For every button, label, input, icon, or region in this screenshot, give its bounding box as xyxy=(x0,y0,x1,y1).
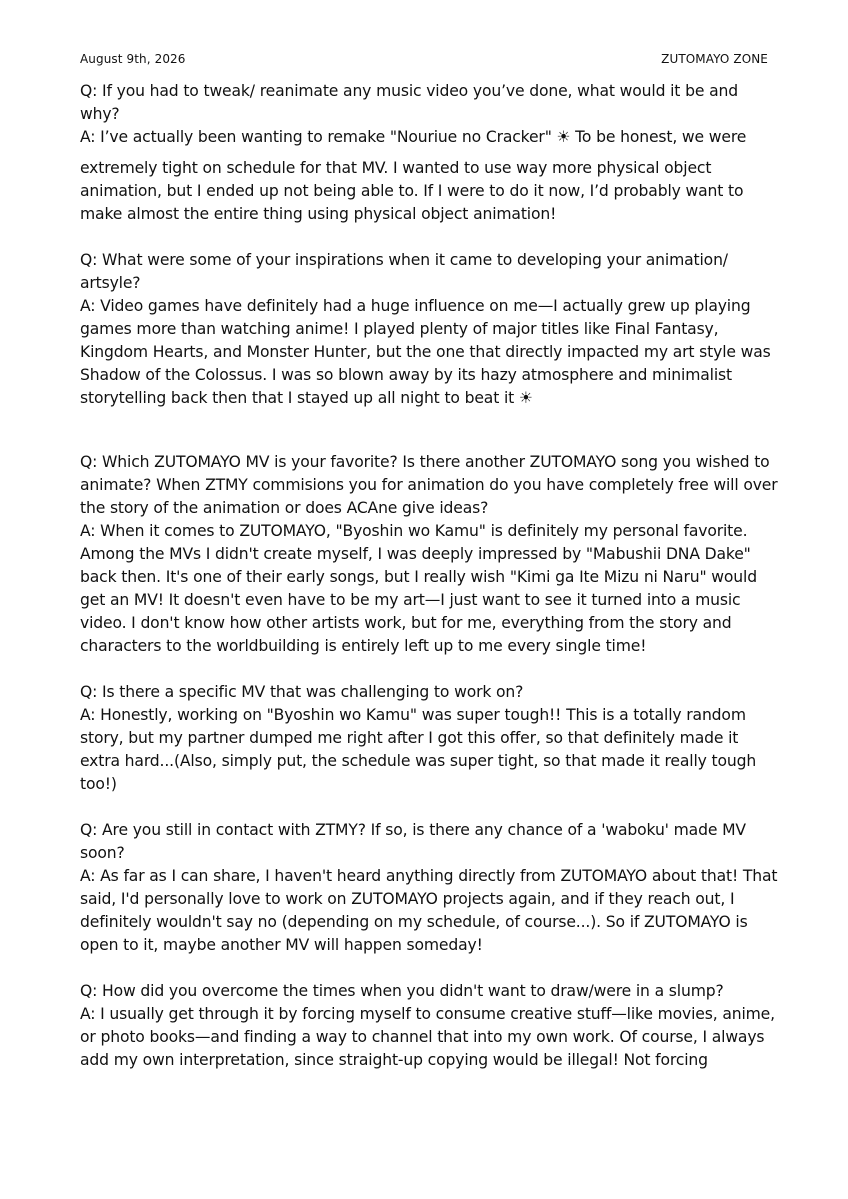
qa-block xyxy=(80,249,780,410)
question: Q: What were some of your inspirations when it came to developing your animation/ artsyle? xyxy=(80,251,728,292)
answer-line: extremely tight on schedule for that MV. I wanted to use way more physical object animation, but I ended up not being able to. If I were to do it now, I’d probably want to make almost the entire thing using physical object animation! xyxy=(80,159,744,223)
page-header xyxy=(80,52,768,68)
answer: A: I usually get through it by forcing myself to consume creative stuff—like movies, anime, or photo books—and finding a way to channel that into my own work. Of course, I always add my own interpretation, since straight-up copying would be illegal! Not forcing xyxy=(80,1005,775,1069)
question: Q: How did you overcome the times when you didn't want to draw/were in a slump? xyxy=(80,982,724,1000)
question: Q: Which ZUTOMAYO MV is your favorite? Is there another ZUTOMAYO song you wished to animate? When ZTMY commisions you for animation do you have completely free will over the story of the animation or does ACAne give ideas? xyxy=(80,453,778,517)
answer: A: As far as I can share, I haven't heard anything directly from ZUTOMAYO about that! That said, I'd personally love to work on ZUTOMAYO projects again, and if they reach out, I definitely wouldn't say no (depending on my schedule, of course...). So if ZUTOMAYO is open to it, maybe another MV will happen someday! xyxy=(80,867,778,954)
answer: A: Video games have definitely had a huge influence on me—I actually grew up playing games more than watching anime! I played plenty of major titles like Final Fantasy, Kingdom Hearts, and Monster Hunter, but the one that directly impacted my art style was Shadow of the Colossus. I was so blown away by its hazy atmosphere and minimalist storytelling back then that I stayed up all night to beat it ☀︎ xyxy=(80,297,771,407)
answer: A: When it comes to ZUTOMAYO, "Byoshin wo Kamu" is definitely my personal favorite. Among the MVs I didn't create myself, I was deeply impressed by "Mabushii DNA Dake" back then. It's one of their early songs, but I really wish "Kimi ga Ite Mizu ni Naru" would get an MV! It doesn't even have to be my art—I just want to see it turned into a music video. I don't know how other artists work, but for me, everything from the story and characters to the worldbuilding is entirely left up to me every single time! xyxy=(80,522,757,655)
interview-body xyxy=(80,80,780,1072)
qa-block xyxy=(80,451,780,658)
answer: A: Honestly, working on "Byoshin wo Kamu" was super tough!! This is a totally random story, but my partner dumped me right after I got this offer, so that definitely made it extra hard...(Also, simply put, the schedule was super tight, so that made it really tough too!) xyxy=(80,706,757,793)
question: Q: If you had to tweak/ reanimate any music video you’ve done, what would it be and why? xyxy=(80,82,738,123)
header-date: August 9th, 2026 xyxy=(80,52,186,66)
qa-block xyxy=(80,80,780,226)
qa-block xyxy=(80,819,780,957)
question: Q: Are you still in contact with ZTMY? If so, is there any chance of a 'waboku' made MV soon? xyxy=(80,821,746,862)
qa-block xyxy=(80,980,780,1072)
qa-block xyxy=(80,681,780,796)
answer-line: A: I’ve actually been wanting to remake "Nouriue no Cracker" ☀︎ To be honest, we were xyxy=(80,128,747,146)
header-brand: ZUTOMAYO ZONE xyxy=(661,52,768,66)
answer xyxy=(80,126,780,226)
question: Q: Is there a specific MV that was challenging to work on? xyxy=(80,683,524,701)
